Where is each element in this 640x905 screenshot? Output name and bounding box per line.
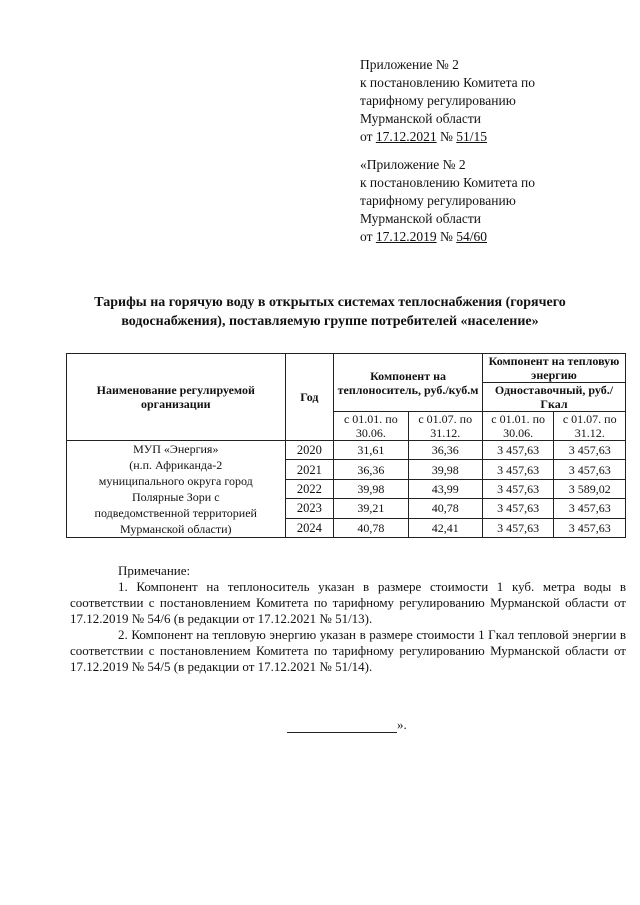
appendix-title: Приложение № 2 xyxy=(360,57,459,72)
coolant-cell: 39,98 xyxy=(334,479,408,498)
header-coolant: Компонент на теплоноситель, руб./куб.м xyxy=(334,354,483,412)
resolution-date: 17.12.2019 xyxy=(375,229,437,244)
org-name-line: Мурманской области) xyxy=(120,522,232,536)
header-year: Год xyxy=(285,354,334,441)
appendix-date-line xyxy=(360,228,535,246)
closing-mark xyxy=(287,717,407,733)
coolant-cell: 42,41 xyxy=(408,518,482,537)
year-cell: 2020 xyxy=(285,441,334,460)
header-thermal: Компонент на тепловую энергию xyxy=(482,354,625,383)
date-prefix: от xyxy=(360,129,376,144)
thermal-cell: 3 589,02 xyxy=(554,479,626,498)
year-cell: 2022 xyxy=(285,479,334,498)
document-title xyxy=(60,293,600,331)
appendix-header-previous xyxy=(360,156,535,246)
thermal-cell: 3 457,63 xyxy=(482,460,554,479)
closing-quote: ». xyxy=(397,717,407,732)
signature-line xyxy=(287,720,397,733)
coolant-cell: 43,99 xyxy=(408,479,482,498)
number-prefix: № xyxy=(436,229,457,244)
org-name-line: МУП «Энергия» xyxy=(133,442,219,456)
thermal-cell: 3 457,63 xyxy=(482,499,554,518)
resolution-date: 17.12.2021 xyxy=(375,129,437,144)
date-prefix: от xyxy=(360,229,376,244)
resolution-number: 54/60 xyxy=(456,229,488,244)
coolant-cell: 40,78 xyxy=(334,518,408,537)
thermal-cell: 3 457,63 xyxy=(482,479,554,498)
year-cell: 2023 xyxy=(285,499,334,518)
appendix-date-line xyxy=(360,128,535,146)
thermal-cell: 3 457,63 xyxy=(482,441,554,460)
appendix-header-current xyxy=(360,56,535,146)
year-cell: 2024 xyxy=(285,518,334,537)
thermal-cell: 3 457,63 xyxy=(482,518,554,537)
notes-section xyxy=(70,563,626,675)
title-line: водоснабжения), поставляемую группе потребителей «население» xyxy=(121,314,539,329)
appendix-title: «Приложение № 2 xyxy=(360,157,466,172)
note-item: 1. Компонент на теплоноситель указан в размере стоимости 1 куб. метра воды в соответствии с постановлением Комитета по тарифному регулированию Мурманской области от 17.12.2019 № 54/6 (в редакции от 17.12.2021 № 51/13). xyxy=(70,579,626,626)
title-line: Тарифы на горячую воду в открытых системах теплоснабжения (горячего xyxy=(94,295,566,310)
appendix-line: к постановлению Комитета по xyxy=(360,75,535,90)
coolant-cell: 39,98 xyxy=(408,460,482,479)
tariff-table xyxy=(66,353,626,538)
org-name-line: Полярные Зори с xyxy=(131,490,220,504)
coolant-cell: 36,36 xyxy=(408,441,482,460)
table-row xyxy=(67,441,626,460)
header-period: с 01.07. по 31.12. xyxy=(554,412,626,441)
header-period: с 01.07. по 31.12. xyxy=(408,412,482,441)
thermal-cell: 3 457,63 xyxy=(554,460,626,479)
appendix-line: тарифному регулированию xyxy=(360,193,516,208)
resolution-number: 51/15 xyxy=(456,129,488,144)
thermal-cell: 3 457,63 xyxy=(554,518,626,537)
coolant-cell: 39,21 xyxy=(334,499,408,518)
org-name-cell xyxy=(67,441,286,538)
appendix-line: Мурманской области xyxy=(360,211,481,226)
header-period: с 01.01. по 30.06. xyxy=(334,412,408,441)
appendix-line: к постановлению Комитета по xyxy=(360,175,535,190)
header-org: Наименование регулируемой организации xyxy=(67,354,286,441)
thermal-cell: 3 457,63 xyxy=(554,499,626,518)
header-single-rate: Одноставочный, руб./Гкал xyxy=(482,383,625,412)
org-name-line: (н.п. Африканда-2 xyxy=(129,458,223,472)
note-item: 2. Компонент на тепловую энергию указан в размере стоимости 1 Гкал тепловой энергии в соответствии с постановлением Комитета по тарифному регулированию Мурманской области от 17.12.2019 № 54/5 (в редакции от 17.12.2021 № 51/14). xyxy=(70,627,626,674)
appendix-line: Мурманской области xyxy=(360,111,481,126)
appendix-line: тарифному регулированию xyxy=(360,93,516,108)
number-prefix: № xyxy=(436,129,457,144)
org-name-line: муниципального округа город xyxy=(98,474,253,488)
coolant-cell: 40,78 xyxy=(408,499,482,518)
coolant-cell: 36,36 xyxy=(334,460,408,479)
year-cell: 2021 xyxy=(285,460,334,479)
coolant-cell: 31,61 xyxy=(334,441,408,460)
org-name-line: подведомственной территорией xyxy=(94,506,257,520)
thermal-cell: 3 457,63 xyxy=(554,441,626,460)
header-period: с 01.01. по 30.06. xyxy=(482,412,554,441)
notes-heading: Примечание: xyxy=(118,563,191,578)
